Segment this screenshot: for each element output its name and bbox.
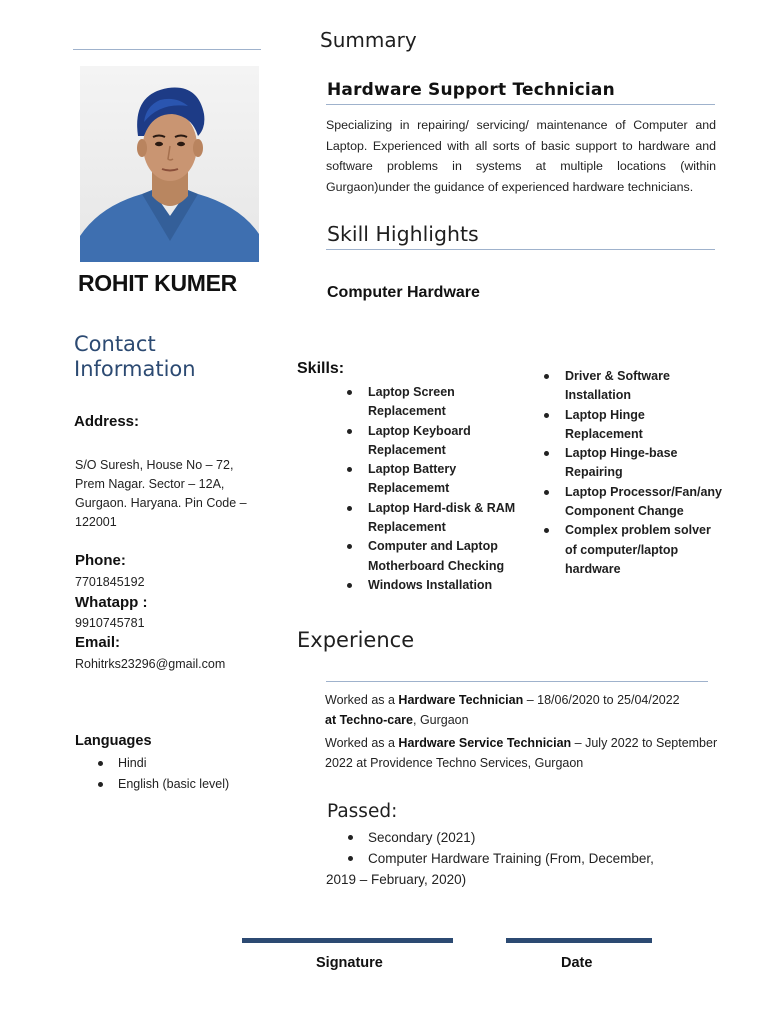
languages-list bbox=[96, 753, 229, 794]
whatsapp-value: 9910745781 bbox=[75, 616, 145, 630]
experience-heading: Experience bbox=[297, 628, 415, 652]
skill-item: Driver & Software Installation bbox=[542, 367, 722, 406]
summary-rule bbox=[326, 104, 715, 105]
contact-heading bbox=[74, 332, 274, 382]
experience-dates: – July 2022 to September 2022 at Providence Techno Services, Gurgaon bbox=[325, 736, 718, 770]
skill-item: Computer and Laptop Motherboard Checking bbox=[345, 537, 525, 576]
computer-hardware-heading: Computer Hardware bbox=[327, 284, 480, 301]
address-line: Prem Nagar. Sector – 12A, bbox=[75, 477, 225, 491]
email-value: Rohitrks23296@gmail.com bbox=[75, 657, 226, 671]
skill-item: Laptop Hard-disk & RAM Replacement bbox=[345, 499, 525, 538]
experience-location: , Gurgaon bbox=[413, 712, 469, 727]
signature-line bbox=[242, 938, 453, 943]
summary-text: Specializing in repairing/ servicing/ maintenance of Computer and Laptop. Experienced with all sorts of basic support to hardware and software problems in systems at multiple locations (within Gurgaon)under the guidance of experienced hardware technicians. bbox=[326, 118, 716, 194]
list-item: Hindi bbox=[96, 753, 229, 774]
whatsapp-label: Whatapp : bbox=[75, 594, 148, 611]
email-label: Email: bbox=[75, 634, 121, 651]
date-label: Date bbox=[561, 955, 593, 971]
experience-role: Hardware Technician bbox=[398, 693, 524, 707]
address-line: Gurgaon. Haryana. Pin Code – bbox=[75, 496, 247, 510]
list-item: English (basic level) bbox=[96, 774, 229, 795]
left-top-rule bbox=[73, 49, 261, 50]
candidate-name: ROHIT KUMER bbox=[78, 270, 237, 296]
experience-item-2 bbox=[325, 734, 725, 773]
contact-heading-line2: Information bbox=[74, 357, 196, 381]
skill-item: Laptop Hinge-base Repairing bbox=[542, 444, 722, 483]
list-item: Secondary (2021) bbox=[345, 827, 654, 848]
address-block bbox=[75, 456, 247, 532]
experience-role: Hardware Service Technician bbox=[398, 736, 572, 750]
summary-job-title: Hardware Support Technician bbox=[327, 80, 615, 100]
passed-continuation: 2019 – February, 2020) bbox=[326, 872, 467, 887]
address-line: 122001 bbox=[75, 515, 117, 529]
phone-label: Phone: bbox=[75, 552, 126, 569]
address-label: Address: bbox=[74, 413, 140, 430]
summary-heading: Summary bbox=[320, 28, 417, 52]
passed-heading: Passed: bbox=[327, 801, 398, 822]
experience-dates: – 18/06/2020 to 25/04/2022 bbox=[523, 693, 680, 707]
experience-item-1 bbox=[325, 691, 725, 730]
skills-list-left bbox=[345, 383, 525, 595]
passed-list bbox=[345, 827, 654, 869]
skill-highlights-heading: Skill Highlights bbox=[327, 222, 479, 246]
experience-prefix: Worked as a bbox=[325, 693, 399, 707]
skills-list-right bbox=[542, 367, 722, 579]
contact-heading-line1: Contact bbox=[74, 332, 156, 356]
skill-item: Laptop Processor/Fan/any Component Change bbox=[542, 483, 722, 522]
skill-item: Laptop Battery Replacememt bbox=[345, 460, 525, 499]
signature-label: Signature bbox=[316, 955, 383, 971]
skill-item: Laptop Hinge Replacement bbox=[542, 406, 722, 445]
experience-rule bbox=[326, 681, 708, 682]
skills-rule bbox=[326, 249, 715, 250]
skills-label: Skills: bbox=[297, 360, 345, 377]
skill-item: Laptop Screen Replacement bbox=[345, 383, 525, 422]
date-line bbox=[506, 938, 652, 943]
skill-item: Windows Installation bbox=[345, 576, 525, 595]
skill-item: Complex problem solver of computer/laptop hardware bbox=[542, 521, 722, 579]
list-item: Computer Hardware Training (From, December, bbox=[345, 848, 654, 869]
address-line: S/O Suresh, House No – 72, bbox=[75, 458, 234, 472]
profile-photo bbox=[80, 66, 259, 262]
languages-heading: Languages bbox=[75, 733, 152, 749]
experience-company: at Techno-care bbox=[325, 712, 413, 727]
phone-value: 7701845192 bbox=[75, 575, 145, 589]
experience-prefix: Worked as a bbox=[325, 736, 399, 750]
skill-item: Laptop Keyboard Replacement bbox=[345, 422, 525, 461]
